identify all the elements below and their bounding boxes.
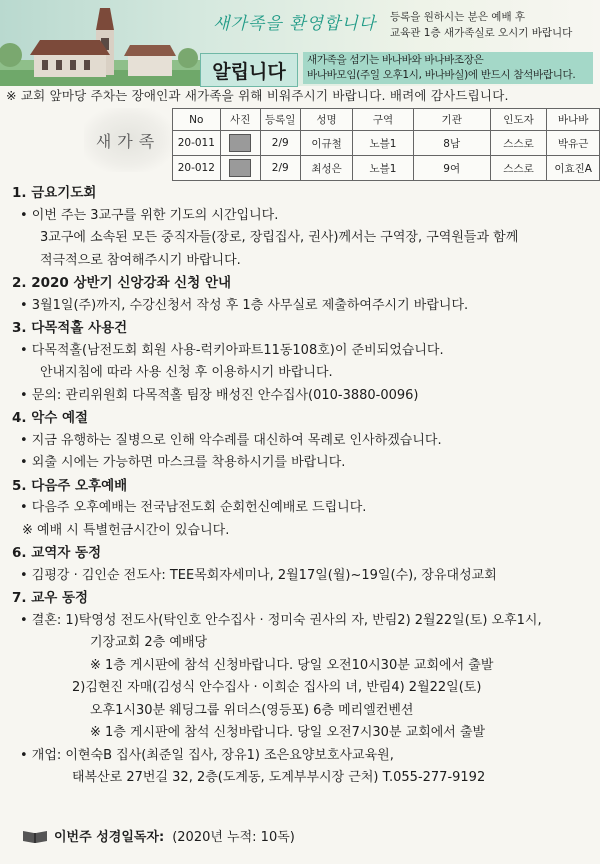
- section-next-afternoon-service: [12, 475, 592, 543]
- newcomer-label: 새가족: [84, 108, 172, 172]
- newcomer-table: [172, 108, 600, 181]
- registration-note: [390, 9, 572, 41]
- col-header: 바나바: [547, 109, 600, 131]
- registration-note-line: 등록을 원하시는 분은 예배 후: [390, 11, 526, 23]
- table-cell: 2/9: [260, 131, 300, 156]
- notice-text: [303, 52, 593, 84]
- section-line: • 지금 유행하는 질병으로 인해 악수례를 대신하여 목례로 인사하겠습니다.: [20, 432, 442, 448]
- welcome-script-title: 새가족을 환영합니다: [213, 14, 377, 34]
- photo-thumbnail: [229, 134, 251, 152]
- announcement-list: [12, 182, 592, 790]
- header: [0, 0, 600, 86]
- parking-notice: ※ 교회 앞마당 주차는 장애인과 새가족을 위해 비워주시기 바랍니다. 배려에 감사드립니다.: [6, 88, 509, 103]
- registration-note-line: 교육관 1층 새가족실로 오시기 바랍니다: [390, 27, 573, 39]
- section-line: 2)김현진 자매(김성식 안수집사 · 이희순 집사의 녀, 반림4) 2월22일(토): [72, 680, 482, 695]
- table-cell: 9여: [413, 156, 490, 181]
- section-faith-lecture: [12, 272, 592, 317]
- bible-reading-footer: [22, 826, 295, 845]
- col-header: 성명: [300, 109, 353, 131]
- section-line: 3교구에 소속된 모든 중직자들(장로, 장립집사, 권사)께서는 구역장, 구역원들과 함께: [40, 230, 519, 245]
- section-line: • 이번 주는 3교구를 위한 기도의 시간입니다.: [20, 207, 279, 223]
- notice-text-line: 바나바모임(주일 오후1시, 바나바실)에 반드시 참석바랍니다.: [307, 69, 576, 81]
- table-cell: 8남: [413, 131, 490, 156]
- table-cell: 최성은: [300, 156, 353, 181]
- section-line: • 문의: 관리위원회 다목적홀 팀장 배성진 안수집사(010-3880-0096): [20, 387, 419, 403]
- section-line: • 다음주 오후예배는 전국남전도회 순회헌신예배로 드립니다.: [20, 500, 367, 515]
- table-row: [173, 131, 600, 156]
- section-line: • 김평강 · 김인순 전도사: TEE목회자세미나, 2월17일(월)~19일(수), 장유대성교회: [20, 567, 497, 583]
- section-title: 2. 2020 상반기 신앙강좌 신청 안내: [12, 275, 232, 291]
- col-header: 구역: [353, 109, 413, 131]
- col-header: 등록일: [260, 109, 300, 131]
- section-line: • 개업: 이현숙B 집사(최준일 집사, 장유1) 조은요양보호사교육원,: [20, 747, 394, 763]
- photo-thumbnail: [229, 159, 251, 177]
- section-line: 안내지침에 따라 사용 신청 후 이용하시기 바랍니다.: [40, 365, 333, 380]
- table-cell: 2/9: [260, 156, 300, 181]
- section-multipurpose-hall: [12, 317, 592, 407]
- section-line: 태복산로 27번길 32, 2층(도계동, 도계부부시장 근처) T.055-277-9192: [72, 770, 486, 785]
- section-line: • 다목적홀(남전도회 회원 사용-럭키아파트11동108호)이 준비되었습니다.: [20, 342, 444, 358]
- section-title: 1. 금요기도회: [12, 185, 97, 201]
- section-line: 적극적으로 참여해주시기 바랍니다.: [40, 252, 241, 268]
- section-line: • 결혼: 1)탁영성 전도사(탁인호 안수집사 · 정미숙 권사의 자, 반림2) 2월22일(토) 오후1시,: [20, 612, 542, 628]
- col-header: 기관: [413, 109, 490, 131]
- section-line: • 외출 시에는 가능하면 마스크를 착용하시기를 바랍니다.: [20, 455, 346, 470]
- section-ministers-news: [12, 542, 592, 587]
- section-title: 6. 교역자 동정: [12, 545, 102, 561]
- col-header: No: [173, 109, 221, 131]
- section-line: ※ 1층 게시판에 참석 신청바랍니다. 당일 오전10시30분 교회에서 출발: [90, 657, 494, 673]
- footer-count: (2020년 누적: 10독): [172, 830, 295, 845]
- notice-text-line: 새가족을 섬기는 바나바와 바나바조장은: [307, 54, 484, 66]
- table-cell: 스스로: [490, 131, 546, 156]
- table-cell: 20-011: [173, 131, 221, 156]
- table-cell: [220, 156, 260, 181]
- section-line: • 3월1일(주)까지, 수강신청서 작성 후 1층 사무실로 제출하여주시기 바랍니다.: [20, 297, 469, 313]
- section-friday-prayer: [12, 182, 592, 272]
- open-book-icon: [22, 828, 48, 844]
- footer-label: 이번주 성경일독자:: [54, 830, 165, 845]
- table-header-row: [173, 109, 600, 131]
- section-handshake-etiquette: [12, 407, 592, 475]
- col-header: 인도자: [490, 109, 546, 131]
- table-cell: [220, 131, 260, 156]
- section-title: 4. 악수 예절: [12, 410, 89, 426]
- section-line: ※ 1층 게시판에 참석 신청바랍니다. 당일 오전7시30분 교회에서 출발: [90, 725, 486, 740]
- table-cell: 박유근: [547, 131, 600, 156]
- section-title: 3. 다목적홀 사용건: [12, 320, 128, 336]
- section-line: ※ 예배 시 특별헌금시간이 있습니다.: [22, 522, 230, 538]
- section-line: 오후1시30분 웨딩그룹 위더스(영등포) 6층 메리엘컨벤션: [90, 702, 414, 718]
- table-cell: 20-012: [173, 156, 221, 181]
- section-line: 기장교회 2층 예배당: [90, 635, 207, 650]
- table-cell: 노블1: [353, 131, 413, 156]
- table-cell: 이효진A: [547, 156, 600, 181]
- table-cell: 스스로: [490, 156, 546, 181]
- section-title: 7. 교우 동정: [12, 590, 89, 606]
- table-cell: 노블1: [353, 156, 413, 181]
- section-title: 5. 다음주 오후예배: [12, 477, 128, 494]
- table-cell: 이규철: [300, 131, 353, 156]
- notice-title: 알립니다: [200, 53, 298, 87]
- church-illustration: [0, 0, 200, 86]
- col-header: 사진: [220, 109, 260, 131]
- table-row: [173, 156, 600, 181]
- section-members-news: [12, 587, 592, 790]
